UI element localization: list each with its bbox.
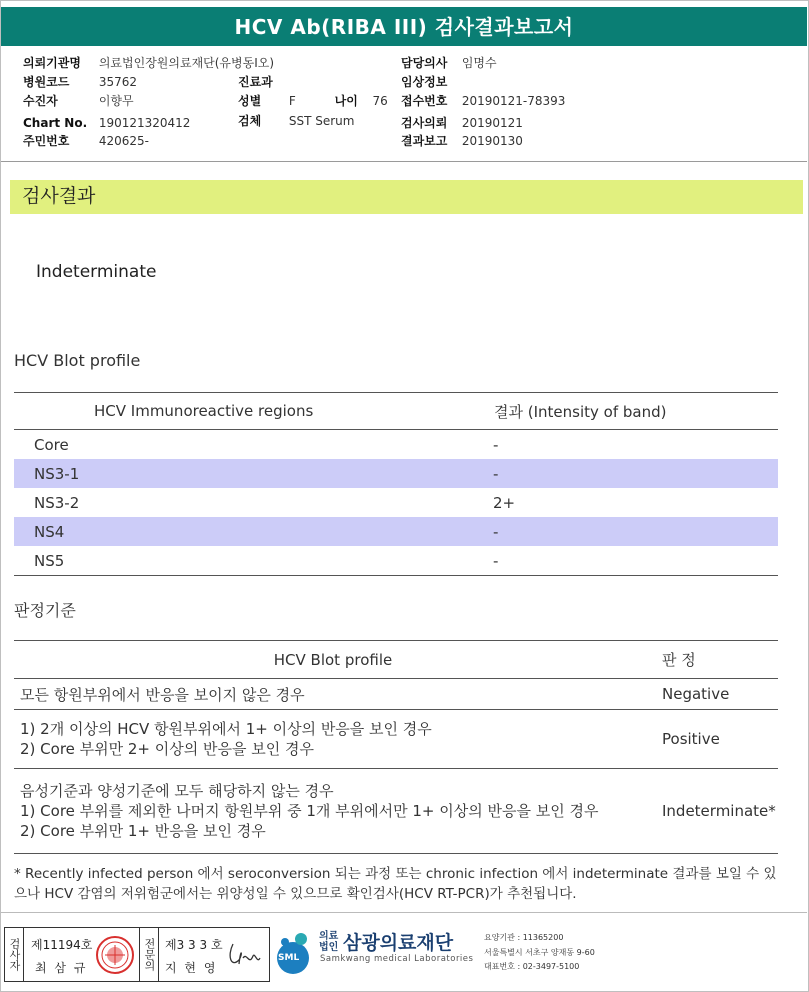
- criteria-row: [14, 710, 778, 769]
- lab-address: 서울특별시 서초구 양재동 9-60: [484, 948, 595, 957]
- blot-result: -: [493, 459, 778, 488]
- doctor-value: 임명수: [461, 56, 497, 70]
- blot-region: NS4: [14, 517, 493, 546]
- blot-row: [14, 546, 778, 576]
- report-title: HCV Ab(RIBA III) 검사결과보고서: [1, 7, 807, 46]
- blot-row: [14, 488, 778, 517]
- signature-icon: [225, 938, 263, 972]
- report-date-label: 결과보고: [401, 134, 448, 148]
- blot-result: -: [493, 435, 499, 454]
- blot-heading: HCV Blot profile: [14, 351, 141, 370]
- criteria-heading: 판정기준: [14, 601, 76, 620]
- institution-value: 의료법인장원의료재단(유병동I오): [98, 56, 275, 70]
- info-divider: [1, 161, 807, 162]
- logo-english: Samkwang medical Laboratories: [320, 954, 474, 964]
- sex-label: 성별: [238, 94, 262, 108]
- footer-divider: [1, 912, 807, 913]
- clinical-label: 임상정보: [401, 75, 448, 89]
- blot-row: [14, 517, 778, 546]
- blot-result: -: [493, 517, 778, 546]
- test-result: Indeterminate: [36, 262, 157, 282]
- criteria-col-judgment: 판 정: [652, 641, 778, 679]
- blot-region: Core: [34, 435, 69, 454]
- blot-row: [14, 459, 778, 488]
- criteria-row: [14, 679, 778, 710]
- official-seal-icon: [95, 934, 135, 976]
- dept-label: 진료과: [238, 75, 273, 89]
- blot-header-row: [14, 393, 778, 430]
- lab-phone: 대표번호 : 02-3497-5100: [484, 962, 580, 971]
- examiner-license: 제11194호: [31, 938, 93, 952]
- criteria-desc: [14, 769, 652, 854]
- criteria-line: 1) Core 부위를 제외한 나머지 항원부위 중 1개 부위에서만 1+ 이상의 반응을 보인 경우: [20, 802, 599, 820]
- signature-box: [4, 927, 270, 982]
- confirm-license: 제3 3 3 호: [165, 938, 223, 952]
- patient-value: 이향무: [98, 94, 134, 108]
- hospital-code-label: 병원코드: [23, 75, 70, 89]
- request-label: 검사의뢰: [401, 116, 448, 130]
- age-value: 76: [372, 94, 388, 108]
- confirm-name: 지 현 영: [165, 961, 218, 975]
- logo-mark-icon: [271, 930, 315, 976]
- blot-col-result: 결과 (Intensity of band): [493, 393, 778, 430]
- blot-region: NS5: [14, 546, 493, 576]
- section-title: 검사결과: [10, 180, 803, 214]
- blot-result: -: [493, 546, 778, 576]
- patient-label: 수진자: [23, 94, 58, 108]
- doctor-label: 담당의사: [401, 56, 448, 70]
- criteria-line: 1) 2개 이상의 HCV 항원부위에서 1+ 이상의 반응을 보인 경우: [20, 720, 432, 738]
- criteria-row: [14, 769, 778, 854]
- resident-value: 420625-: [98, 134, 149, 148]
- specimen-value: SST Serum: [288, 114, 355, 128]
- criteria-header-row: [14, 641, 778, 679]
- criteria-judgment: Positive: [652, 710, 778, 769]
- blot-col-regions: HCV Immunoreactive regions: [14, 393, 493, 430]
- logo-name: 삼광의료재단: [343, 932, 454, 954]
- blot-row: [14, 430, 778, 460]
- criteria-table: [14, 640, 778, 854]
- hospital-code-value: 35762: [98, 75, 138, 89]
- specimen-label: 검체: [238, 114, 262, 128]
- resident-label: 주민번호: [23, 134, 70, 148]
- blot-result: 2+: [493, 493, 516, 512]
- criteria-judgment: Negative: [652, 679, 778, 710]
- criteria-desc: [14, 679, 652, 710]
- blot-region: NS3-1: [14, 459, 493, 488]
- age-label: 나이: [334, 94, 358, 108]
- criteria-line: 모든 항원부위에서 반응을 보이지 않은 경우: [20, 685, 305, 704]
- logo-prefix: 의료 법인: [319, 931, 339, 953]
- footnote: * Recently infected person 에서 seroconversion 되는 과정 또는 chronic infection 에서 indeterminate 결과를 보일 수 있으나 HCV 감염의 저위험군에서는 위양성일 수 있으므로 확인검사(HCV RT-PCR)가 추천됩니다.: [14, 866, 777, 902]
- criteria-line: 음성기준과 양성기준에 모두 해당하지 않는 경우: [20, 782, 334, 800]
- criteria-line: 2) Core 부위만 2+ 이상의 반응을 보인 경우: [20, 740, 314, 758]
- confirm-header: 전문의: [139, 928, 159, 981]
- chart-label: Chart No.: [23, 116, 88, 130]
- blot-region: NS3-2: [34, 493, 80, 512]
- receipt-value: 20190121-78393: [461, 94, 566, 108]
- institution-label: 의뢰기관명: [23, 56, 81, 70]
- criteria-col-profile: HCV Blot profile: [14, 641, 652, 679]
- logo-badge: SML: [278, 953, 300, 963]
- blot-table: [14, 392, 778, 576]
- sex-value: F: [288, 94, 296, 108]
- receipt-label: 접수번호: [401, 94, 448, 108]
- chart-value: 190121320412: [98, 116, 191, 130]
- criteria-line: 2) Core 부위만 1+ 반응을 보인 경우: [20, 822, 266, 840]
- care-code: 요양기관 : 11365200: [484, 933, 564, 942]
- report-date-value: 20190130: [461, 134, 523, 148]
- examiner-header: 검사자: [5, 928, 24, 981]
- examiner-name: 최 삼 규: [35, 961, 88, 975]
- criteria-judgment: Indeterminate*: [652, 769, 778, 854]
- criteria-desc: [14, 710, 652, 769]
- request-value: 20190121: [461, 116, 523, 130]
